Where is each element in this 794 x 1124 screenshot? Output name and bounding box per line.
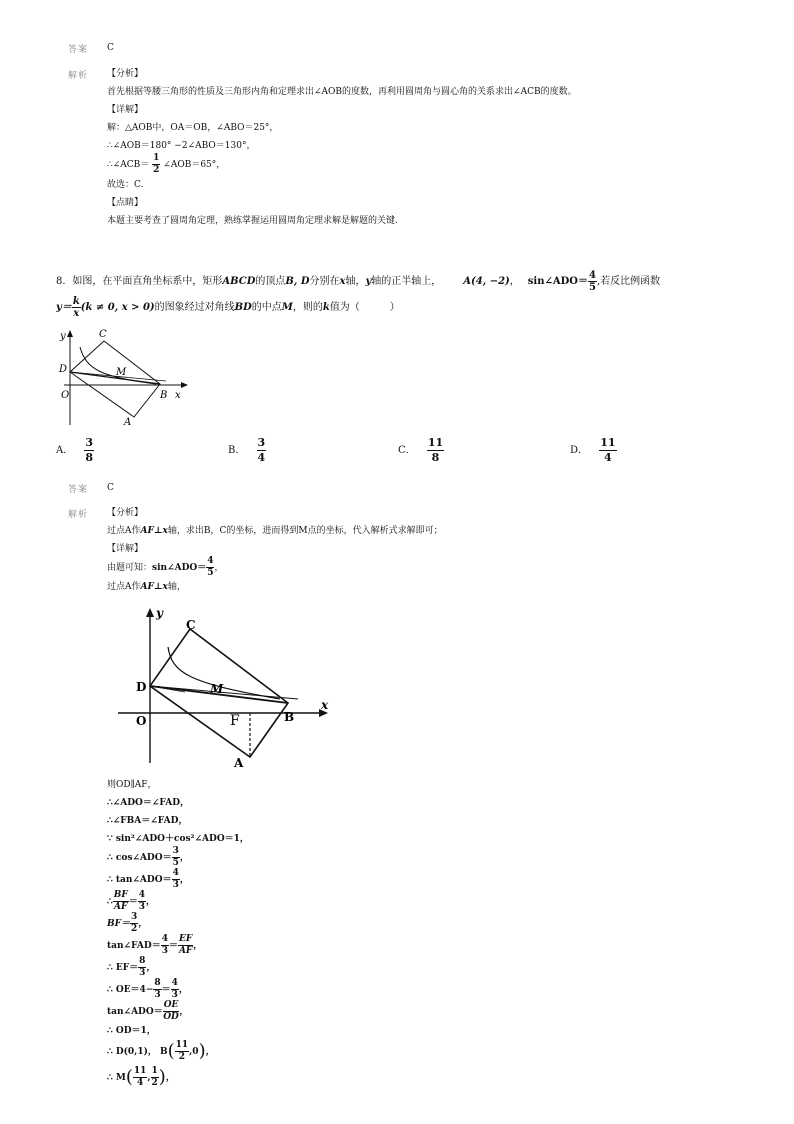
solution-line: ∴ EF＝ $\frac{8}{3}$ ，	[107, 956, 156, 978]
dianjing-tag: 【点睛】	[107, 198, 144, 208]
label-o: O	[136, 714, 147, 728]
option-a[interactable]: A． $\frac{3}{8}$	[56, 436, 94, 464]
solution-line: 故选：C.	[107, 180, 144, 190]
label-b: B	[284, 710, 295, 724]
solution-line: ∵ sin²∠ADO＋cos²∠ADO＝1，	[107, 834, 249, 844]
option-d[interactable]: D． $\frac{11}{4}$	[570, 436, 616, 464]
solution-line: 解：△AOB中，OA＝OB，∠ABO＝25°，	[107, 123, 279, 133]
label-c: C	[99, 329, 107, 340]
analysis-label: 解析	[68, 510, 89, 520]
solution-line: ∴ OE＝4− $\frac{8}{3}$ ＝ $\frac{4}{3}$ ，	[107, 978, 188, 1000]
solution-line: tan∠FAD＝ $\frac{4}{3}$ ＝ $\frac{EF}{AF}$ ，	[107, 934, 203, 956]
label-d: D	[136, 680, 147, 694]
label-x: x	[321, 698, 329, 712]
fenxi-tag: 【分析】	[107, 508, 144, 518]
solution-line: ∴ $\frac{BF}{AF}$ ＝ $\frac{4}{3}$ ，	[107, 890, 156, 912]
answer-value: C	[107, 483, 114, 493]
option-b[interactable]: B． $\frac{3}{4}$	[228, 436, 266, 464]
label-a: A	[124, 417, 132, 428]
solution-line: 则OD∥AF，	[107, 780, 157, 790]
solution-line: ∴ cos∠ADO＝ $\frac{3}{5}$ ，	[107, 846, 189, 868]
analysis-label: 解析	[68, 71, 89, 81]
label-o: O	[61, 390, 70, 401]
solution-figure	[110, 603, 340, 768]
solution-line: ∴∠FBA＝∠FAD，	[107, 816, 188, 826]
answer-label: 答案	[68, 45, 89, 55]
label-y: y	[156, 606, 163, 620]
question-stem: 8．如图，在平面直角坐标系中，矩形ABCD的顶点B, D分别在x轴，y轴的正半轴上， A(4, −2)， sin∠ADO＝ $\frac{4}{5}$ ,若反比例函数	[56, 270, 661, 293]
solution-line: ∴ M( $\frac{11}{4}$ , $\frac{1}{2}$ )，	[107, 1066, 175, 1088]
fenxi-text: 首先根据等腰三角形的性质及三角形内角和定理求出∠AOB的度数，再利用圆周角与圆心角的关系求出∠ACB的度数。	[107, 87, 577, 97]
label-f: F	[230, 713, 240, 729]
label-a: A	[234, 756, 244, 768]
fenxi-tag: 【分析】	[107, 69, 144, 79]
answer-label: 答案	[68, 485, 89, 495]
fenxi-text: 过点A作AF⊥x轴，求出B，C的坐标，进而得到M点的坐标，代入解析式求解即可；	[107, 526, 443, 536]
label-y: y	[60, 331, 66, 342]
solution-line: ∴ D(0,1)， B( $\frac{11}{2}$ ,0)，	[107, 1040, 215, 1062]
answer-value: C	[107, 43, 114, 53]
solution-line: ∴∠AOB＝180° −2∠ABO＝130°，	[107, 141, 256, 151]
label-m: M	[210, 682, 224, 696]
solution-line: 过点A作AF⊥x轴，	[107, 582, 186, 592]
dianjing-text: 本题主要考查了圆周角定理，熟练掌握运用圆周角定理求解是解题的关键.	[107, 216, 398, 226]
solution-line: 由题可知：sin∠ADO＝ $\frac{4}{5}$ ，	[107, 556, 224, 578]
label-b: B	[160, 390, 168, 401]
solution-line: tan∠ADO＝ $\frac{OE}{OD}$ ，	[107, 1000, 189, 1022]
question-figure	[56, 325, 196, 430]
xiangjie-tag: 【详解】	[107, 105, 144, 115]
solution-line: ∴∠ACB＝ $\frac{1}{2}$ ∠AOB＝65°，	[107, 153, 226, 175]
label-x: x	[175, 390, 181, 401]
label-m: M	[116, 367, 127, 378]
solution-line: ∴ tan∠ADO＝ $\frac{4}{3}$ ，	[107, 868, 189, 890]
label-d: D	[59, 364, 68, 375]
xiangjie-tag: 【详解】	[107, 544, 144, 554]
solution-line: ∴∠ADO＝∠FAD，	[107, 798, 190, 808]
solution-line: BF＝ $\frac{3}{2}$ ，	[107, 912, 148, 934]
option-c[interactable]: C． $\frac{11}{8}$	[398, 436, 444, 464]
label-c: C	[186, 618, 196, 632]
question-stem-line2: y＝ $\frac{k}{x}$ (k ≠ 0, x > 0)的图象经过对角线BD的中点M，则的k值为（ ）	[56, 296, 400, 319]
solution-line: ∴ OD＝1，	[107, 1026, 156, 1036]
